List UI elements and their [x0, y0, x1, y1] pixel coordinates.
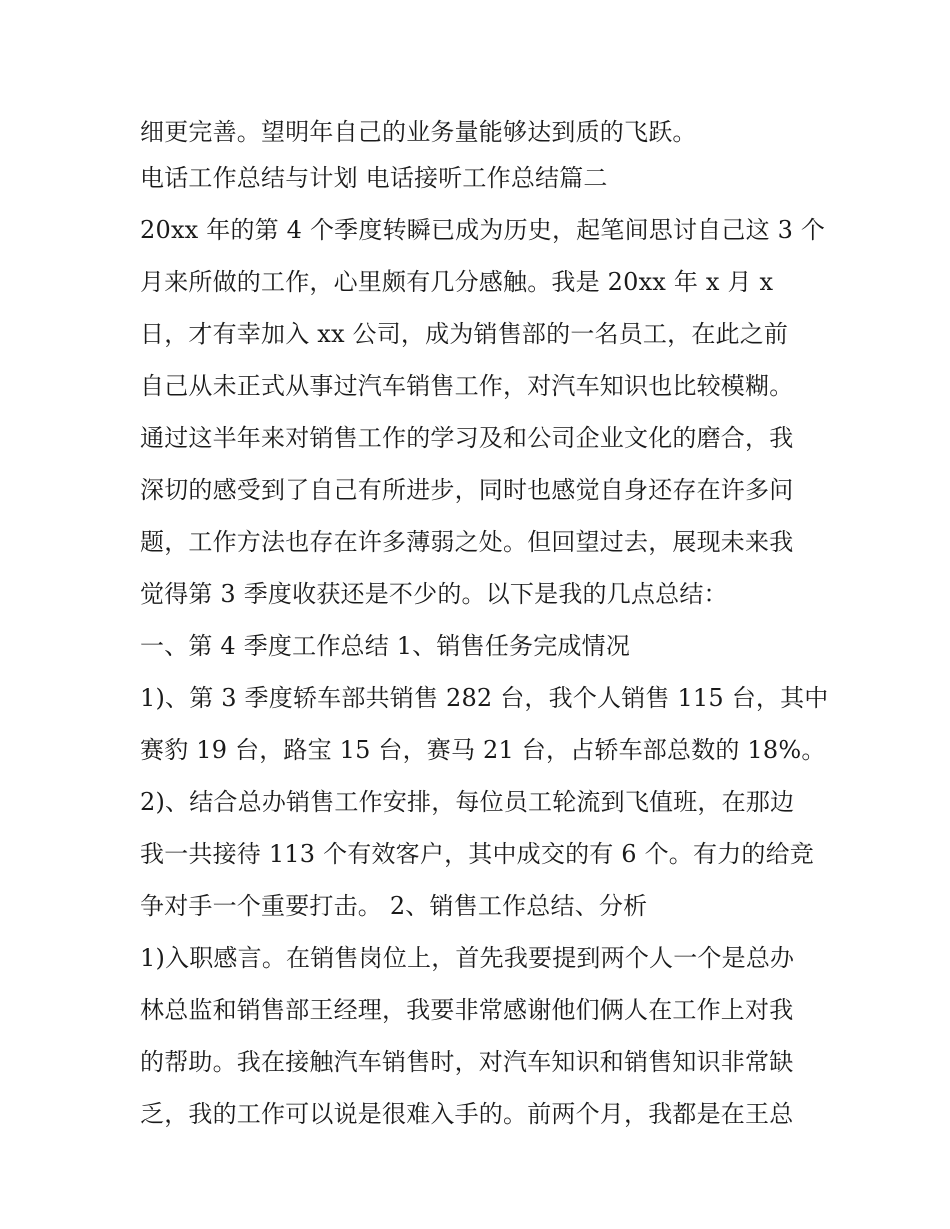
- text-line: 我一共接待 113 个有效客户，其中成交的有 6 个。有力的给竞: [140, 840, 814, 868]
- document-body: [140, 106, 830, 1140]
- text-line: 1)入职感言。在销售岗位上，首先我要提到两个人一个是总办: [140, 944, 795, 972]
- text-line: 细更完善。望明年自己的业务量能够达到质的飞跃。: [140, 118, 697, 146]
- text-line: 通过这半年来对销售工作的学习及和公司企业文化的磨合，我: [140, 424, 794, 452]
- text-line: 争对手一个重要打击。 2、销售工作总结、分析: [140, 892, 648, 920]
- text-line: 日，才有幸加入 xx 公司，成为销售部的一名员工，在此之前: [140, 320, 789, 348]
- text-line: 题，工作方法也存在许多薄弱之处。但回望过去，展现未来我: [140, 528, 794, 556]
- text-line: 的帮助。我在接触汽车销售时，对汽车知识和销售知识非常缺: [140, 1048, 794, 1076]
- text-line: 觉得第 3 季度收获还是不少的。以下是我的几点总结：: [140, 580, 728, 608]
- section-heading: 电话工作总结与计划 电话接听工作总结篇二: [140, 164, 608, 192]
- text-line: 赛豹 19 台，路宝 15 台，赛马 21 台，占轿车部总数的 18%。: [140, 736, 826, 764]
- text-line: 一、第 4 季度工作总结 1、销售任务完成情况: [140, 632, 631, 660]
- text-line: 乏，我的工作可以说是很难入手的。前两个月，我都是在王总: [140, 1100, 794, 1128]
- text-line: 林总监和销售部王经理，我要非常感谢他们俩人在工作上对我: [140, 996, 794, 1024]
- text-line: 1)、第 3 季度轿车部共销售 282 台，我个人销售 115 台，其中: [140, 684, 829, 712]
- text-line: 深切的感受到了自己有所进步，同时也感觉自身还存在许多问: [140, 476, 794, 504]
- text-line: 自己从未正式从事过汽车销售工作，对汽车知识也比较模糊。: [140, 372, 794, 400]
- text-line: 2)、结合总办销售工作安排，每位员工轮流到飞值班，在那边: [140, 788, 795, 816]
- text-line: 20xx 年的第 4 个季度转瞬已成为历史，起笔间思讨自己这 3 个: [140, 216, 826, 244]
- text-line: 月来所做的工作，心里颇有几分感触。我是 20xx 年 x 月 x: [140, 268, 774, 296]
